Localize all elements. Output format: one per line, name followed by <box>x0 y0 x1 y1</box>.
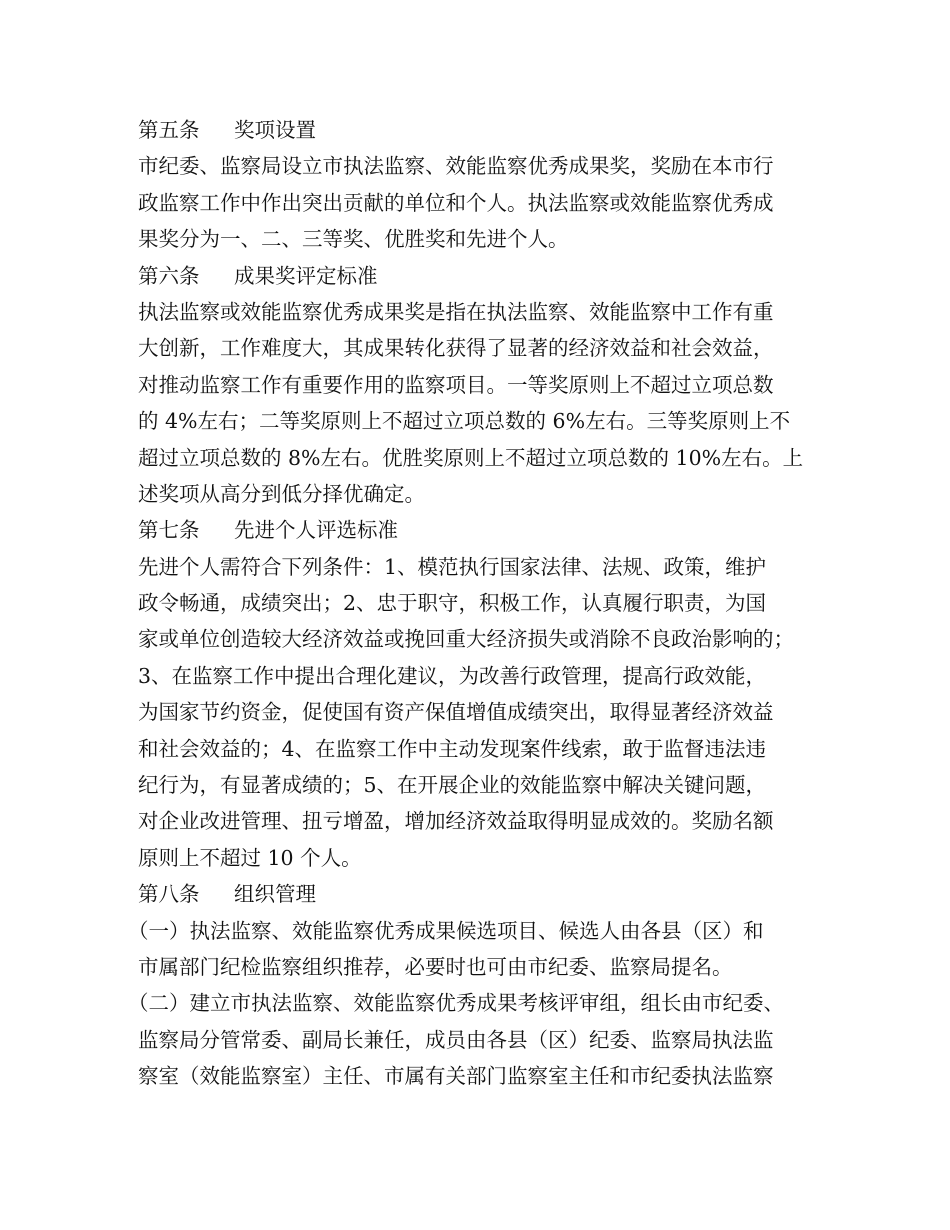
paragraph-line: 市纪委、监察局设立市执法监察、效能监察优秀成果奖，奖励在本市行 <box>138 154 774 179</box>
document-body <box>128 112 838 1095</box>
paragraph-line: 执法监察或效能监察优秀成果奖是指在执法监察、效能监察中工作有重 <box>138 299 774 324</box>
paragraph-line: （一）执法监察、效能监察优秀成果候选项目、候选人由各县（区）和 <box>128 918 764 943</box>
article-heading <box>138 876 838 912</box>
article-number: 第六条 <box>138 263 200 288</box>
article-title: 先进个人评选标准 <box>234 518 398 543</box>
article-number: 第七条 <box>138 518 200 543</box>
article-heading <box>138 258 838 294</box>
paragraph-line: 述奖项从高分到低分择优确定。 <box>138 481 425 506</box>
article-number: 第八条 <box>138 882 200 907</box>
paragraph-line: 对企业改进管理、扭亏增盈，增加经济效益取得明显成效的。奖励名额 <box>138 809 774 834</box>
paragraph-line: （二）建立市执法监察、效能监察优秀成果考核评审组，组长由市纪委、 <box>128 991 784 1016</box>
paragraph-line: 超过立项总数的 8%左右。优胜奖原则上不超过立项总数的 10%左右。上 <box>138 445 804 470</box>
article-number: 第五条 <box>138 118 200 142</box>
article-title: 奖项设置 <box>234 118 316 142</box>
paragraph-line: 和社会效益的；4、在监察工作中主动发现案件线索，敢于监督违法违 <box>138 736 767 761</box>
paragraph-line: 家或单位创造较大经济效益或挽回重大经济损失或消除不良政治影响的； <box>138 627 794 652</box>
paragraph-line: 监察局分管常委、副局长兼任，成员由各县（区）纪委、监察局执法监 <box>138 1027 774 1052</box>
paragraph-line: 原则上不超过 10 个人。 <box>138 845 362 870</box>
paragraph-line: 察室（效能监察室）主任、市属有关部门监察室主任和市纪委执法监察 <box>138 1064 774 1089</box>
paragraph-line: 为国家节约资金，促使国有资产保值增值成绩突出，取得显著经济效益 <box>138 700 774 725</box>
article-title: 组织管理 <box>234 882 316 907</box>
paragraph-line: 政监察工作中作出突出贡献的单位和个人。执法监察或效能监察优秀成 <box>138 190 774 215</box>
paragraph-line: 的 4%左右；二等奖原则上不超过立项总数的 6%左右。三等奖原则上不 <box>138 409 791 434</box>
paragraph-line: 纪行为，有显著成绩的；5、在开展企业的效能监察中解决关键问题， <box>138 773 767 798</box>
article-heading <box>138 512 838 548</box>
paragraph-line: 3、在监察工作中提出合理化建议，为改善行政管理，提高行政效能， <box>138 663 767 688</box>
paragraph-line: 果奖分为一、二、三等奖、优胜奖和先进个人。 <box>138 227 569 252</box>
paragraph-line: 市属部门纪检监察组织推荐，必要时也可由市纪委、监察局提名。 <box>138 954 733 979</box>
paragraph-line: 对推动监察工作有重要作用的监察项目。一等奖原则上不超过立项总数 <box>138 372 774 397</box>
paragraph-line: 大创新，工作难度大，其成果转化获得了显著的经济效益和社会效益， <box>138 336 774 361</box>
paragraph-line: 政令畅通，成绩突出；2、忠于职守，积极工作，认真履行职责，为国 <box>138 591 767 616</box>
article-title: 成果奖评定标准 <box>234 263 378 288</box>
paragraph-line: 先进个人需符合下列条件：1、模范执行国家法律、法规、政策，维护 <box>138 554 767 579</box>
article-heading <box>138 112 838 148</box>
